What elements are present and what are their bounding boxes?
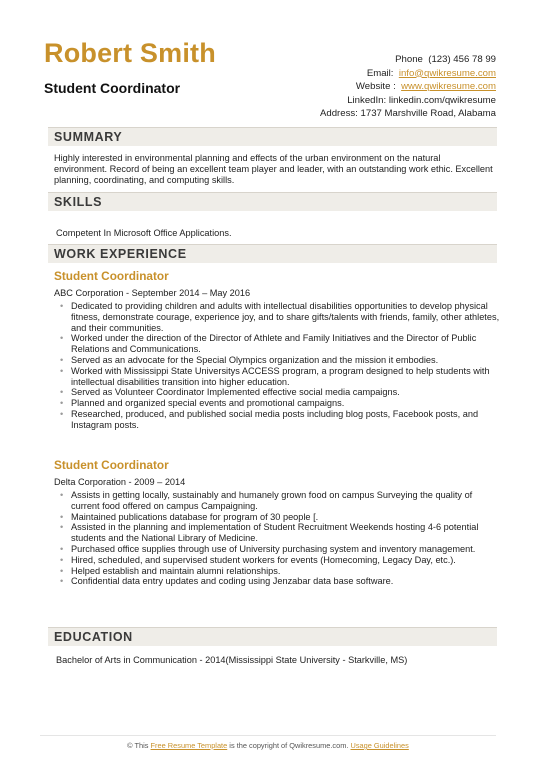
list-item: • Helped establish and maintain alumni relationships. <box>54 566 500 577</box>
section-header-education: EDUCATION <box>48 628 497 646</box>
job-title: Student Coordinator <box>54 269 169 283</box>
section-header-skills: SKILLS <box>48 193 497 211</box>
list-item: • Confidential data entry updates and coding using Jenzabar data base software. <box>54 576 500 587</box>
list-item: • Hired, scheduled, and supervised student workers for events (Homecoming, Legacy Day, etc.). <box>54 555 500 566</box>
linkedin-link[interactable]: linkedin.com/qwikresume <box>388 94 496 106</box>
list-item: • Assisted in the planning and implementation of Student Recruitment Weekends hosting 4-6 potential students and the National Library of Medicine. <box>54 522 500 544</box>
email-link[interactable]: info@qwikresume.com <box>398 67 496 79</box>
job-company-dates: Delta Corporation - 2009 – 2014 <box>54 477 186 487</box>
list-item: • Purchased office supplies through use of University purchasing system and inventory management. <box>54 544 500 555</box>
section-header-summary: SUMMARY <box>48 128 497 146</box>
contact-linkedin: LinkedIn: linkedin.com/qwikresume <box>347 94 496 106</box>
list-item: • Worked with Mississippi State Universitys ACCESS program, a program designed to help students with intellectual disabilities transition into higher education. <box>54 366 500 388</box>
website-link[interactable]: www.qwikresume.com <box>401 81 496 93</box>
job-company-dates: ABC Corporation - September 2014 – May 2016 <box>54 288 251 298</box>
list-item: • Worked under the direction of the Director of Athlete and Family Initiatives and the Director of Public Relations and Communications. <box>54 333 500 355</box>
list-item: • Served as Volunteer Coordinator Implemented effective social media campaigns. <box>54 387 500 398</box>
education-text: Bachelor of Arts in Communication - 2014(Mississippi State University - Starkville, MS) <box>56 655 408 665</box>
job-entry <box>54 269 500 431</box>
job-bullets <box>54 490 500 587</box>
list-item: • Served as an advocate for the Special Olympics organization and the mission it embodies. <box>54 355 500 366</box>
job-entry <box>54 458 500 587</box>
section-header-work: WORK EXPERIENCE <box>48 245 497 263</box>
footer: © This Free Resume Template is the copyright of Qwikresume.com. Usage Guidelines <box>127 741 409 750</box>
contact-website: Website : www.qwikresume.com <box>355 81 496 93</box>
contact-phone: Phone (123) 456 78 99 <box>395 54 496 65</box>
job-title: Student Coordinator <box>54 458 169 472</box>
summary-text: Highly interested in environmental planning and effects of the urban environment on the natural environment. Record of being an excellent team player and leader, with an outstanding work ethic. Excellent planning, coordinating, and computing skills. <box>54 153 493 186</box>
list-item: • Planned and organized special events and promotional campaigns. <box>54 398 500 409</box>
candidate-title: Student Coordinator <box>44 80 181 96</box>
free-resume-template-link[interactable]: Free Resume Template <box>150 741 228 750</box>
contact-email: Email: info@qwikresume.com <box>366 67 496 79</box>
list-item: • Assists in getting locally, sustainably and humanely grown food on campus Surveying the quality of current food offered on campus Campaigning. <box>54 490 500 512</box>
job-bullets <box>54 301 500 431</box>
list-item: • Maintained publications database for program of 30 people [. <box>54 512 500 523</box>
footer-divider <box>40 735 496 736</box>
usage-guidelines-link[interactable]: Usage Guidelines <box>350 741 409 750</box>
list-item: • Researched, produced, and published social media posts including blog posts, Facebook posts, and Instagram posts. <box>54 409 500 431</box>
list-item: • Dedicated to providing children and adults with intellectual disabilities opportunities to develop physical fitness, demonstrate courage, experience joy, and to share gifts/talents with friends, family, other athletes, and their communities. <box>54 301 500 333</box>
contact-address: Address: 1737 Marshville Road, Alabama <box>319 108 496 120</box>
contact-block <box>320 53 496 121</box>
candidate-name: Robert Smith <box>44 38 216 68</box>
skills-text: Competent In Microsoft Office Applications. <box>56 228 232 238</box>
